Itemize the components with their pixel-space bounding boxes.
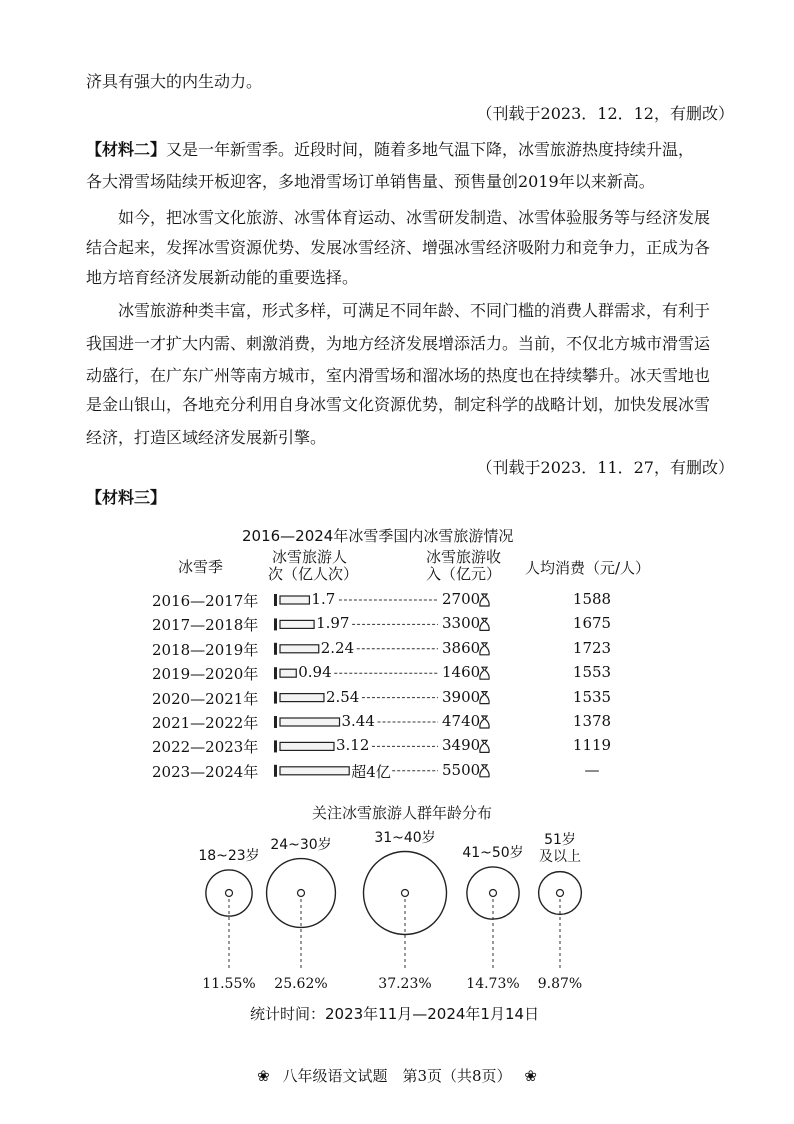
material-two-line-5: 地方培育经济发展新动能的重要选择。 xyxy=(86,268,359,287)
season-label: 2023—2024年 xyxy=(152,762,259,781)
money-bag-icon xyxy=(480,643,489,655)
money-bag-icon xyxy=(480,667,489,679)
visits-value: 3.12 xyxy=(335,736,370,755)
bar-pin-icon xyxy=(274,643,277,655)
visits-value: 0.94 xyxy=(298,663,332,682)
header-visits-line-1: 冰雪旅游人 xyxy=(272,548,348,566)
visits-value: 1.7 xyxy=(311,590,336,608)
visits-bar xyxy=(280,669,296,677)
age-group-label xyxy=(189,848,269,865)
stat-time-note: 统计时间：2023年11月—2024年1月14日 xyxy=(250,1005,540,1023)
material-three-label: 【材料三】 xyxy=(86,488,167,507)
flower-ornament-icon: ❀ xyxy=(257,1067,270,1085)
bubble-center-dot xyxy=(402,890,409,897)
bar-pin-icon xyxy=(274,594,277,606)
page-footer xyxy=(0,1065,794,1086)
revenue-value: 1460 xyxy=(442,663,481,682)
source-note-1: （刊载于2023．12．12，有删改） xyxy=(476,104,734,123)
revenue-value: 3900 xyxy=(442,687,481,706)
visits-bar xyxy=(280,742,334,750)
per-capita-value: 1378 xyxy=(572,712,612,730)
season-label: 2018—2019年 xyxy=(152,640,259,659)
bubble-center-dot xyxy=(226,890,233,897)
material-two-line-3: 如今，把冰雪文化旅游、冰雪体育运动、冰雪研发制造、冰雪体验服务等与经济发展 xyxy=(118,208,711,227)
source-note-2: （刊载于2023．11．27，有删改） xyxy=(476,458,734,477)
per-capita-value: 1588 xyxy=(572,590,612,608)
season-label: 2019—2020年 xyxy=(152,665,259,684)
visits-bar xyxy=(280,718,340,726)
age-group-percent: 9.87% xyxy=(537,976,583,992)
per-capita-value: 1675 xyxy=(572,614,612,633)
age-group-percent: 37.23% xyxy=(378,976,432,992)
material-two-line-2: 各大滑雪场陆续开板迎客，多地滑雪场订单销售量、预售量创2019年以来新高。 xyxy=(86,172,655,191)
material-two-label: 【材料二】 xyxy=(86,140,167,159)
visits-bar xyxy=(280,620,314,628)
age-group-percent: 14.73% xyxy=(466,976,520,992)
bubble-center-dot xyxy=(490,890,497,897)
per-capita-value: 1553 xyxy=(572,663,612,682)
bubble-center-dot xyxy=(298,890,305,897)
season-label: 2016—2017年 xyxy=(152,592,259,610)
paragraph-tail: 济具有强大的内生动力。 xyxy=(86,72,263,91)
age-group-label-line-1: 31~40岁 xyxy=(374,829,436,846)
age-group-percent: 11.55% xyxy=(202,976,256,992)
age-group-label-line-1: 41~50岁 xyxy=(462,844,524,861)
footer-text: 八年级语文试题 第3页（共8页） xyxy=(282,1067,512,1085)
bar-pin-icon xyxy=(274,692,277,704)
season-label: 2020—2021年 xyxy=(152,689,259,708)
revenue-value: 3860 xyxy=(442,638,481,657)
bar-pin-icon xyxy=(274,667,277,679)
visits-bar xyxy=(280,767,349,775)
visits-value: 3.44 xyxy=(341,712,375,730)
material-two-line-7: 我国进一才扩大内需、刺激消费，为地方经济发展增添活力。当前，不仅北方城市滑雪运 xyxy=(86,334,711,353)
age-group-label-line-1: 24~30岁 xyxy=(270,836,332,853)
material-two-line-10: 经济，打造区域经济发展新引擎。 xyxy=(86,428,327,447)
header-per-capita: 人均消费（元/人） xyxy=(525,559,651,577)
visits-value: 2.54 xyxy=(325,687,360,706)
age-group-label xyxy=(365,830,445,847)
season-label: 2021—2022年 xyxy=(152,714,259,732)
material-two-text-1: 又是一年新雪季。近段时间，随着多地气温下降，冰雪旅游热度持续升温， xyxy=(166,140,695,159)
age-group-label xyxy=(261,837,341,854)
bar-pin-icon xyxy=(274,740,277,752)
per-capita-value: 1119 xyxy=(572,736,612,755)
revenue-value: 2700 xyxy=(442,590,481,608)
revenue-value: 4740 xyxy=(442,712,481,730)
age-group-label xyxy=(520,832,600,866)
table-title: 2016—2024年冰雪季国内冰雪旅游情况 xyxy=(242,527,514,545)
money-bag-icon xyxy=(480,618,489,630)
per-capita-value: — xyxy=(584,760,600,779)
money-bag-icon xyxy=(480,716,489,728)
revenue-value: 5500 xyxy=(442,760,481,779)
money-bag-icon xyxy=(480,740,489,752)
age-group-label-line-2: 及以上 xyxy=(539,848,581,865)
header-season: 冰雪季 xyxy=(178,558,224,576)
revenue-value: 3490 xyxy=(442,736,481,755)
per-capita-value: 1723 xyxy=(572,638,612,657)
material-two-line-8: 动盛行，在广东广州等南方城市，室内滑雪场和溜冰场的热度也在持续攀升。冰天雪地也 xyxy=(86,366,711,385)
money-bag-icon xyxy=(480,765,489,777)
material-two-line-9: 是金山银山，各地充分利用自身冰雪文化资源优势，制定科学的战略计划，加快发展冰雪 xyxy=(86,395,711,414)
bar-pin-icon xyxy=(274,618,277,630)
flower-ornament-icon: ❀ xyxy=(524,1067,537,1085)
per-capita-value: 1535 xyxy=(572,687,612,706)
visits-value: 1.97 xyxy=(316,614,350,633)
visits-bar xyxy=(280,694,324,702)
money-bag-icon xyxy=(480,692,489,704)
bar-pin-icon xyxy=(274,765,277,777)
bar-pin-icon xyxy=(274,716,277,728)
visits-bar xyxy=(280,596,309,604)
header-visits-line-2: 次（亿人次） xyxy=(268,565,359,583)
header-revenue-line-1: 冰雪旅游收 xyxy=(426,548,502,566)
age-group-percent: 25.62% xyxy=(274,976,328,992)
season-label: 2022—2023年 xyxy=(152,738,259,757)
material-two-line-4: 结合起来，发挥冰雪资源优势、发展冰雪经济、增强冰雪经济吸附力和竞争力，正成为各 xyxy=(86,238,711,257)
visits-value: 超4亿 xyxy=(351,762,391,781)
bubble-title: 关注冰雪旅游人群年龄分布 xyxy=(312,804,493,822)
visits-value: 2.24 xyxy=(320,638,355,657)
money-bag-icon xyxy=(480,594,489,606)
visits-bar xyxy=(280,645,319,653)
revenue-value: 3300 xyxy=(442,614,481,633)
age-group-label-line-1: 51岁 xyxy=(544,831,576,848)
header-revenue-line-2: 入（亿元） xyxy=(426,565,502,583)
age-group-label-line-1: 18~23岁 xyxy=(198,847,260,864)
season-label: 2017—2018年 xyxy=(152,616,259,635)
bubble-center-dot xyxy=(557,890,564,897)
material-two-line-6: 冰雪旅游种类丰富，形式多样，可满足不同年龄、不同门槛的消费人群需求，有利于 xyxy=(118,301,711,320)
